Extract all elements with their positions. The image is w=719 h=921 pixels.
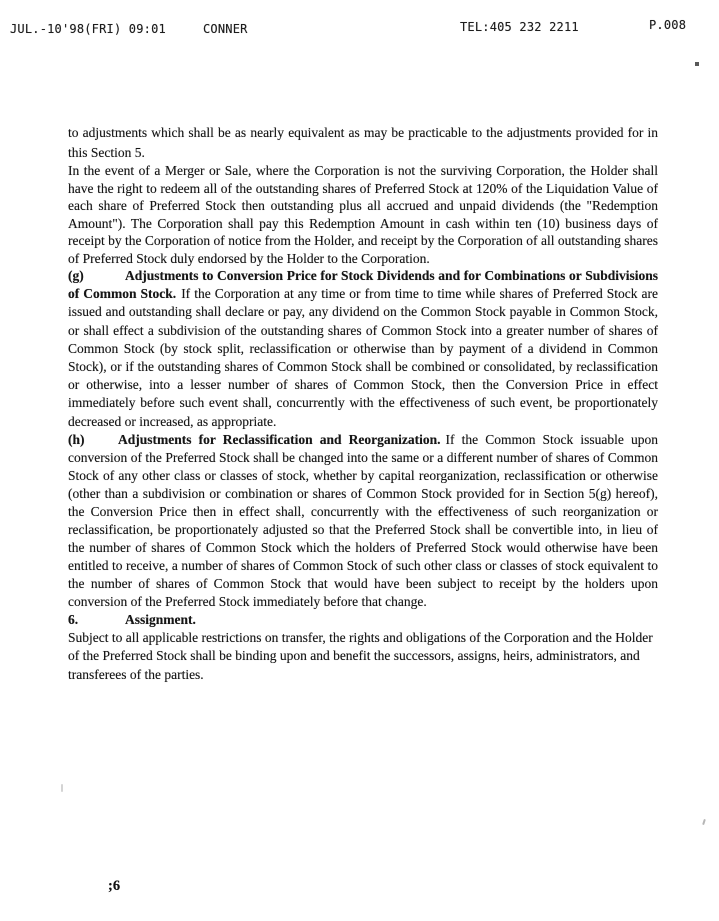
clause-h (68, 431, 658, 611)
paragraph-assignment-body: Subject to all applicable restrictions on transfer, the rights and obligations of the Corporation and the Holder of the Preferred Stock shall be binding upon and benefit the successors, assigns, heirs, administrators, and transferees of the parties. (68, 629, 653, 682)
clause-g-label: (g) (68, 268, 84, 283)
fax-sender-name: CONNER (203, 22, 248, 36)
fax-timestamp: JUL.-10'98(FRI) 09:01 (10, 22, 166, 36)
scan-artifact-mark (702, 819, 706, 825)
section-6-title: Assignment. (125, 611, 196, 627)
clause-g-body: If the Corporation at any time or from time to time while shares of Preferred Stock are issued and outstanding shall declare or pay, any dividend on the Common Stock payable in Common Stock, or shall effect a subdivision of the outstanding shares of Common Stock into a greater number of shares of Common Stock (by stock split, reclassification or otherwise than by payment of a dividend in Common Stock), or if the outstanding shares of Common Stock shall be combined or consolidated, by reclassification or otherwise, into a lesser number of shares of Common Stock, then the Conversion Price in effect immediately before such event shall, concurrently with the effectiveness of such event, be proportionately decreased or increased, as appropriate. (68, 286, 658, 429)
clause-g-heading: Adjustments to Conversion Price for Stock Dividends and for Combinations or Subdivisions of Common Stock. (68, 268, 658, 302)
paragraph-merger-redemption: In the event of a Merger or Sale, where the Corporation is not the surviving Corporation, the Holder shall have the right to redeem all of the outstanding shares of Preferred Stock at 120% of the Liquidation Value of each share of Preferred Stock then outstanding plus all accrued and unpaid dividends (the "Redemption Amount"). The Corporation shall pay this Redemption Amount in cash within ten (10) business days of receipt by the Corporation of notice from the Holder, and receipt by the Corporation of all outstanding shares of Preferred Stock duly endorsed by the Holder to the Corporation. (68, 163, 658, 266)
fax-page-number: P.008 (649, 18, 687, 32)
clause-h-label: (h) (68, 431, 85, 447)
scan-artifact-dot (695, 62, 699, 66)
clause-g (68, 267, 658, 431)
clause-h-heading: Adjustments for Reclassification and Reorganization. (118, 431, 441, 447)
document-body (68, 123, 658, 684)
paragraph-adjustments-equivalent: to adjustments which shall be as nearly equivalent as may be practicable to the adjustments provided for in this Section 5. (68, 125, 658, 160)
section-6-number: 6. (68, 611, 79, 627)
clause-h-body: If the Common Stock issuable upon conversion of the Preferred Stock shall be changed into the same or a different number of shares of Common Stock of any other class or classes of stock, whether by capital reorganization, reclassification or otherwise (other than a subdivision or combination or shares of Common Stock provided for in Section 5(g) hereof), the Conversion Price then in effect shall, concurrently with the effectiveness of such reorganization or reclassification, be proportionately adjusted so that the Preferred Stock shall be convertible into, in lieu of the number of shares of Common Stock which the holders of Preferred Stock would otherwise have been entitled to receive, a number of shares of Common Stock of such other class or classes of stock equivalent to the number of shares of Common Stock that would have been subject to receipt by the holders upon conversion of the Preferred Stock immediately before that change. (68, 431, 658, 609)
section-6-heading (68, 611, 658, 629)
fax-telephone-number: TEL:405 232 2211 (460, 20, 579, 34)
page-footer-note: ;6 (108, 878, 121, 894)
scan-artifact-margin-mark (61, 784, 63, 792)
